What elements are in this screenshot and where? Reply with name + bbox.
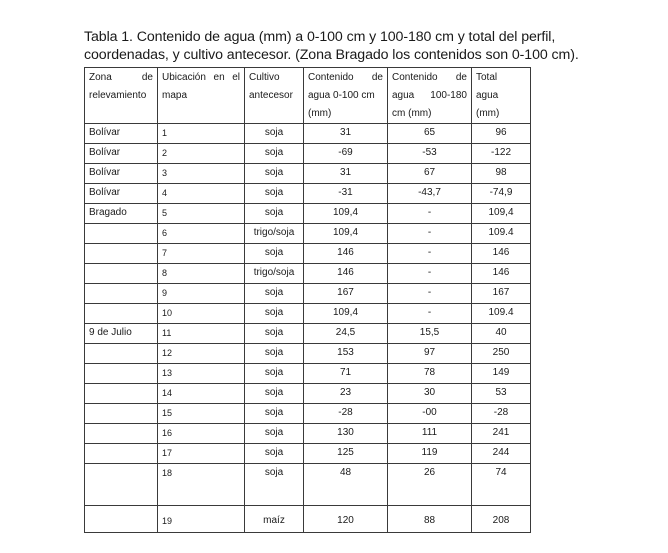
cell-contenido-0-100: -28 xyxy=(304,404,388,424)
cell-zona xyxy=(85,244,158,264)
cell-contenido-0-100: 109,4 xyxy=(304,224,388,244)
cell-contenido-0-100: 31 xyxy=(304,124,388,144)
cell-contenido-100-180: 111 xyxy=(388,424,472,444)
cell-total: 149 xyxy=(472,364,531,384)
header-total xyxy=(472,68,531,124)
cell-ubicacion: 9 xyxy=(158,284,245,304)
cell-total: 250 xyxy=(472,344,531,364)
header-cont1-line2: agua 0-100 cm xyxy=(308,90,375,101)
cell-cultivo: soja xyxy=(245,404,304,424)
header-contenido-0-100 xyxy=(304,68,388,124)
caption-line-2: coordenadas, y cultivo antecesor. (Zona Bragado los contenidos son 0-100 cm). xyxy=(84,47,579,63)
caption-line-1: Tabla 1. Contenido de agua (mm) a 0-100 cm y 100-180 cm y total del perfil, xyxy=(84,29,556,45)
header-zona xyxy=(85,68,158,124)
cell-ubicacion: 4 xyxy=(158,184,245,204)
cell-zona xyxy=(85,344,158,364)
cell-total: 40 xyxy=(472,324,531,344)
cell-contenido-0-100: 130 xyxy=(304,424,388,444)
header-cont1-line1: Contenido de xyxy=(308,72,383,83)
table-row xyxy=(85,284,531,304)
cell-cultivo: soja xyxy=(245,304,304,324)
cell-ubicacion: 5 xyxy=(158,204,245,224)
table-caption xyxy=(84,28,584,64)
cell-zona xyxy=(85,224,158,244)
cell-contenido-0-100: 167 xyxy=(304,284,388,304)
cell-ubicacion: 1 xyxy=(158,124,245,144)
table-row xyxy=(85,144,531,164)
cell-cultivo: soja xyxy=(245,344,304,364)
cell-zona xyxy=(85,464,158,506)
cell-zona: Bolívar xyxy=(85,124,158,144)
header-zona-line1: Zona de xyxy=(89,72,153,83)
header-cultivo xyxy=(245,68,304,124)
table-row xyxy=(85,364,531,384)
table-row xyxy=(85,184,531,204)
cell-ubicacion: 6 xyxy=(158,224,245,244)
cell-contenido-100-180: -00 xyxy=(388,404,472,424)
header-zona-line2: relevamiento xyxy=(89,90,147,101)
cell-contenido-0-100: 31 xyxy=(304,164,388,184)
table-row xyxy=(85,324,531,344)
cell-zona: Bolívar xyxy=(85,184,158,204)
cell-contenido-100-180: 67 xyxy=(388,164,472,184)
cell-cultivo: soja xyxy=(245,164,304,184)
cell-total: -122 xyxy=(472,144,531,164)
cell-zona xyxy=(85,424,158,444)
table-row xyxy=(85,244,531,264)
cell-cultivo: maíz xyxy=(245,506,304,533)
table-row xyxy=(85,264,531,284)
cell-zona xyxy=(85,364,158,384)
table-row xyxy=(85,424,531,444)
cell-cultivo: soja xyxy=(245,204,304,224)
table-row xyxy=(85,304,531,324)
cell-contenido-100-180: 119 xyxy=(388,444,472,464)
water-content-table xyxy=(84,67,531,533)
cell-contenido-0-100: 120 xyxy=(304,506,388,533)
cell-zona xyxy=(85,264,158,284)
cell-zona xyxy=(85,444,158,464)
cell-zona xyxy=(85,284,158,304)
cell-contenido-0-100: 71 xyxy=(304,364,388,384)
cell-zona: Bolívar xyxy=(85,144,158,164)
cell-contenido-100-180: - xyxy=(388,284,472,304)
cell-ubicacion: 13 xyxy=(158,364,245,384)
cell-contenido-0-100: 146 xyxy=(304,244,388,264)
cell-contenido-100-180: -43,7 xyxy=(388,184,472,204)
cell-contenido-100-180: 78 xyxy=(388,364,472,384)
cell-ubicacion: 3 xyxy=(158,164,245,184)
table-row xyxy=(85,344,531,364)
cell-total: 109.4 xyxy=(472,224,531,244)
cell-cultivo: soja xyxy=(245,424,304,444)
table-row xyxy=(85,384,531,404)
cell-contenido-100-180: 15,5 xyxy=(388,324,472,344)
cell-ubicacion: 12 xyxy=(158,344,245,364)
table-row xyxy=(85,444,531,464)
table-row xyxy=(85,224,531,244)
table-row xyxy=(85,164,531,184)
cell-ubicacion: 19 xyxy=(158,506,245,533)
cell-cultivo: soja xyxy=(245,144,304,164)
header-total-line3: (mm) xyxy=(476,108,500,119)
cell-total: 208 xyxy=(472,506,531,533)
cell-ubicacion: 2 xyxy=(158,144,245,164)
table-row xyxy=(85,404,531,424)
cell-ubicacion: 18 xyxy=(158,464,245,506)
cell-zona: Bolívar xyxy=(85,164,158,184)
header-ubicacion xyxy=(158,68,245,124)
header-cont2-line3: cm (mm) xyxy=(392,108,432,119)
header-cont1-line3: (mm) xyxy=(308,108,332,119)
cell-ubicacion: 8 xyxy=(158,264,245,284)
cell-cultivo: soja xyxy=(245,284,304,304)
cell-total: 98 xyxy=(472,164,531,184)
cell-contenido-100-180: 88 xyxy=(388,506,472,533)
cell-contenido-100-180: - xyxy=(388,244,472,264)
cell-contenido-100-180: 97 xyxy=(388,344,472,364)
cell-contenido-0-100: 153 xyxy=(304,344,388,364)
cell-contenido-0-100: 146 xyxy=(304,264,388,284)
cell-ubicacion: 16 xyxy=(158,424,245,444)
cell-cultivo: soja xyxy=(245,464,304,506)
cell-cultivo: soja xyxy=(245,324,304,344)
cell-contenido-0-100: 48 xyxy=(304,464,388,506)
cell-cultivo: soja xyxy=(245,184,304,204)
header-total-line1: Total xyxy=(476,72,498,83)
header-ubicacion-line2: mapa xyxy=(162,90,188,101)
cell-ubicacion: 10 xyxy=(158,304,245,324)
table-row xyxy=(85,506,531,533)
cell-contenido-100-180: - xyxy=(388,224,472,244)
cell-contenido-0-100: 109,4 xyxy=(304,204,388,224)
cell-contenido-100-180: 26 xyxy=(388,464,472,506)
table-row xyxy=(85,204,531,224)
header-cultivo-line1: Cultivo xyxy=(249,72,280,83)
cell-total: 241 xyxy=(472,424,531,444)
cell-total: 109,4 xyxy=(472,204,531,224)
cell-cultivo: trigo/soja xyxy=(245,264,304,284)
cell-contenido-100-180: - xyxy=(388,204,472,224)
cell-contenido-100-180: 30 xyxy=(388,384,472,404)
cell-contenido-0-100: 24,5 xyxy=(304,324,388,344)
cell-zona xyxy=(85,384,158,404)
cell-total: 109.4 xyxy=(472,304,531,324)
header-row xyxy=(85,68,531,124)
cell-ubicacion: 14 xyxy=(158,384,245,404)
header-contenido-100-180 xyxy=(388,68,472,124)
cell-zona xyxy=(85,404,158,424)
cell-total: 146 xyxy=(472,264,531,284)
cell-contenido-100-180: - xyxy=(388,264,472,284)
cell-zona: 9 de Julio xyxy=(85,324,158,344)
cell-cultivo: soja xyxy=(245,444,304,464)
table-row xyxy=(85,124,531,144)
cell-zona: Bragado xyxy=(85,204,158,224)
cell-contenido-100-180: - xyxy=(388,304,472,324)
cell-total: -28 xyxy=(472,404,531,424)
cell-contenido-0-100: 109,4 xyxy=(304,304,388,324)
cell-contenido-100-180: -53 xyxy=(388,144,472,164)
header-cultivo-line2: antecesor xyxy=(249,90,293,101)
cell-total: 74 xyxy=(472,464,531,506)
cell-contenido-100-180: 65 xyxy=(388,124,472,144)
cell-total: 96 xyxy=(472,124,531,144)
cell-cultivo: soja xyxy=(245,124,304,144)
cell-zona xyxy=(85,506,158,533)
cell-contenido-0-100: -31 xyxy=(304,184,388,204)
cell-ubicacion: 17 xyxy=(158,444,245,464)
cell-total: 53 xyxy=(472,384,531,404)
cell-zona xyxy=(85,304,158,324)
header-cont2-line2: agua 100-180 xyxy=(392,90,467,101)
cell-contenido-0-100: 125 xyxy=(304,444,388,464)
cell-cultivo: soja xyxy=(245,384,304,404)
cell-ubicacion: 7 xyxy=(158,244,245,264)
header-ubicacion-line1: Ubicación en el xyxy=(162,72,240,83)
cell-ubicacion: 11 xyxy=(158,324,245,344)
cell-total: 244 xyxy=(472,444,531,464)
cell-total: 167 xyxy=(472,284,531,304)
table-row xyxy=(85,464,531,506)
cell-cultivo: soja xyxy=(245,244,304,264)
cell-cultivo: trigo/soja xyxy=(245,224,304,244)
cell-contenido-0-100: 23 xyxy=(304,384,388,404)
cell-contenido-0-100: -69 xyxy=(304,144,388,164)
cell-ubicacion: 15 xyxy=(158,404,245,424)
cell-total: -74,9 xyxy=(472,184,531,204)
header-total-line2: agua xyxy=(476,90,499,101)
cell-total: 146 xyxy=(472,244,531,264)
cell-cultivo: soja xyxy=(245,364,304,384)
table-body xyxy=(85,124,531,533)
header-cont2-line1: Contenido de xyxy=(392,72,467,83)
